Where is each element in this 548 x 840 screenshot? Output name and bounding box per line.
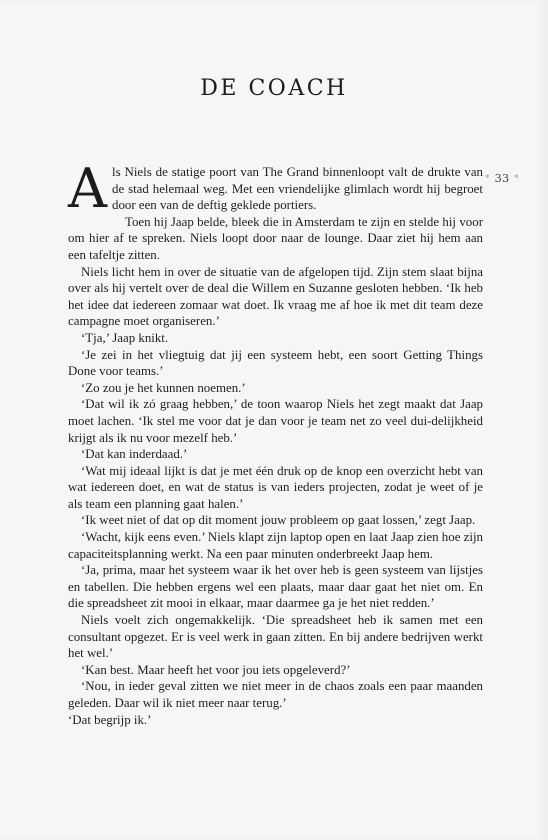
paragraph: Toen hij Jaap belde, bleek die in Amsterdam te zijn en stelde hij voor om hier af te spreken. Niels loopt door naar de lounge. Daar ziet hij hem aan een tafeltje zitten. (68, 214, 483, 262)
paragraph: Niels licht hem in over de situatie van de afgelopen tijd. Zijn stem slaat bijna over als hij vertelt over de deal die Willem en Suzanne gesloten hebben. ‘Ik heb het idee dat iedereen zomaar wat doet. Ik vraag me af hoe ik met dit team deze campagne moet organiseren.’ (68, 264, 483, 329)
ornament-left-icon: * (485, 174, 490, 184)
paragraph-last: ‘Dat begrijp ik.’ (68, 712, 152, 727)
paragraph-opening-text: ls Niels de statige poort van The Grand binnenloopt valt de drukte van de stad helemaal weg. Met een vriendelijke glimlach wordt hij begroet door een van de deftig geklede portiers. (112, 165, 483, 213)
paragraph: ‘Nou, in ieder geval zitten we niet meer in de chaos zoals een paar maanden geleden. Daar wil ik niet meer naar terug.’ (68, 679, 483, 710)
paragraph: ‘Ja, prima, maar het systeem waar ik het over heb is geen systeem van lijstjes en tabellen. Die hebben ergens wel een plaats, maar daar gaat het niet om. En die spreadsheet zit mooi in elkaar, maar daarmee ga je het niet redden.’ (68, 563, 483, 611)
paragraph: ‘Je zei in het vliegtuig dat jij een systeem hebt, een soort Getting Things Done voor teams.’ (68, 347, 483, 379)
paragraph: ‘Kan best. Maar heeft het voor jou iets opgeleverd?’ (81, 662, 351, 677)
body-text (68, 157, 483, 728)
paragraph: ‘Dat wil ik zó graag hebben,’ de toon waarop Niels het zegt maakt dat Jaap moet lachen. ‘Ik stel me voor dat je dan voor je team net zo veel dui-delijkheid krijgt als ik nu voor mezelf heb.’ (68, 397, 483, 445)
paragraph: ‘Ik weet niet of dat op dit moment jouw probleem op gaat lossen,’ zegt Jaap. (81, 513, 476, 528)
chapter-title: DE COACH (200, 76, 348, 101)
ornament-right-icon: * (514, 174, 519, 184)
paragraph: ‘Wat mij ideaal lijkt is dat je met één druk op de knop een overzicht hebt van wat iedereen doet, en wat de status is van ieders projecten, zodat je weet of je als team een planning gaat halen.’ (68, 463, 483, 511)
paragraph: ‘Zo zou je het kunnen noemen.’ (81, 380, 246, 395)
paragraph: ‘Dat kan inderdaad.’ (81, 447, 188, 462)
paragraph: ‘Wacht, kijk eens even.’ Niels klapt zijn laptop open en laat Jaap zien hoe zijn capaciteitsplanning werkt. Na een paar minuten onderbreekt Jaap hem. (68, 530, 483, 561)
page-number-marker (480, 171, 524, 185)
paragraph: Niels voelt zich ongemakkelijk. ‘Die spreadsheet heb ik samen met een consultant opgezet. Er is veel werk in gaan zitten. En bij andere bedrijven werkt het wel.’ (68, 613, 483, 661)
paragraph-opening (68, 157, 483, 220)
page-number: 33 (494, 171, 510, 185)
drop-cap: A (68, 157, 107, 220)
paragraph: ‘Tja,’ Jaap knikt. (81, 330, 169, 345)
